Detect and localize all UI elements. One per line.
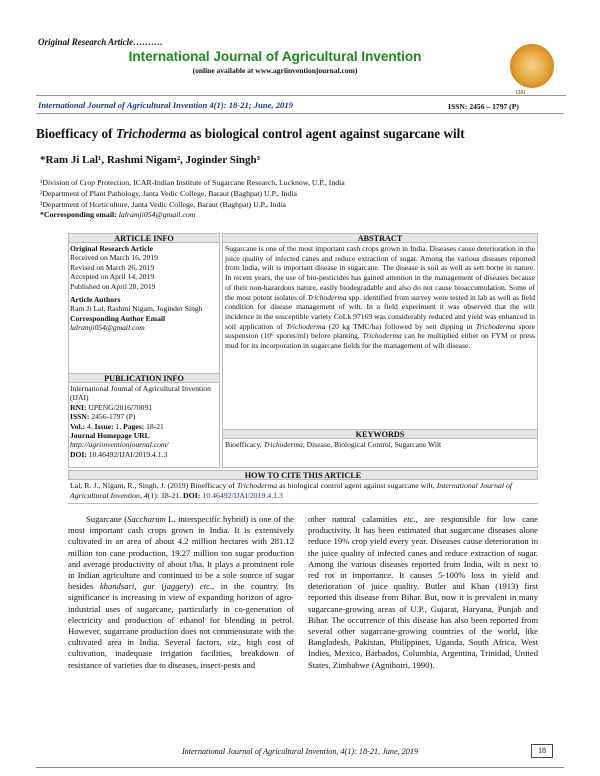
keywords-post: , Disease, Biological Control, Sugarcane Wilt — [302, 440, 442, 449]
vol-value: 4, — [85, 421, 95, 431]
paper-title — [36, 126, 465, 142]
cite-doi-label: DOI: — [183, 491, 201, 501]
keywords-heading: KEYWORDS — [222, 429, 538, 439]
received-date: Received on March 16, 2019 — [70, 253, 158, 263]
keywords-pre: Bioefficacy, — [225, 440, 264, 449]
keywords-text — [225, 440, 535, 449]
abstract-part-3: (20 kg TMC/ha) followed by sett dipping in — [325, 321, 476, 331]
left-italic-3: jaggery — [164, 581, 191, 592]
cite-heading: HOW TO CITE THIS ARTICLE — [68, 470, 538, 480]
pages-label: Pages: — [123, 421, 145, 431]
left-text-3: ( — [154, 581, 165, 592]
abstract-part-2: spp. identified from survey were tested in lab as well as field condition for disease management of wilt. In a field experiment it was observed that the wilt incidence in the susceptible variety CoLk 97169 was considerably reduced and yield was enhanced in soil application of — [225, 292, 535, 331]
article-type-info: Original Research Article — [70, 244, 153, 253]
journal-logo-icon — [510, 44, 554, 88]
cite-mid: as biological control agent against sugarcane wilt, — [277, 481, 437, 490]
homepage-link[interactable]: http://agriinventionjournal.com/ — [70, 440, 169, 450]
accepted-date: Accepted on April 14, 2019 — [70, 272, 155, 282]
pub-doi-link[interactable]: 10.46492/IJAI/2019.4.1.3 — [86, 449, 168, 459]
authors-line: *Ram Ji Lal¹, Rashmi Nigam², Joginder Singh³ — [40, 154, 260, 166]
cite-post: (1): 18-21. — [147, 491, 184, 501]
right-italic-1: etc — [403, 514, 414, 524]
vol-label: Vol.: — [70, 421, 86, 431]
title-pre: Bioefficacy of — [36, 126, 116, 141]
corr-author-email[interactable]: lalramji054@gmail.com — [70, 323, 145, 333]
left-text-6: ., high cost of cultivation, inadequate irrigation facilities, breakdown of resistance of varieties due to diseases, insect-pests and — [68, 637, 294, 670]
keywords-italic: Trichoderma — [263, 440, 303, 449]
abstract-italic-1: Trichoderma — [307, 292, 347, 302]
issue-value: 1, — [113, 421, 124, 431]
footer-text: International Journal of Agricultural Invention, 4(1): 18-21, June, 2019 — [181, 747, 419, 756]
left-italic-1: Saccharum — [127, 514, 166, 524]
right-text-2: ., are responsible for low cane productivity. It has been estimated that sugarcane diseases alone reduce 19% crop yield every year. Diseases cause deterioration in the juice quality of infected canes and reduce extraction of sugar. Among the various diseases reported from India, wilt is next to red rot in importance. It causes 5-100% loss in yield and deterioration of juice quality. Butler and Khan (1913) first reported this disease from Bihar. But, now it is prevalent in many sugarcane-growing areas of U.P., Gujarat, Haryana, Punjab and Bihar. The occurrence of this disease has also been reported from several other sugarcane-growing countries of the world, like Bangladesh, Pakistan, Philippines, Uganda, South Africa, West Indies, Mexico, Barbados, Columbia, Argentina, Trinidad, United States, Zimbabwe (Agnihotri, 1990). — [308, 514, 538, 670]
cite-pre: Lal, R. J., Nigam, R., Singh, J. (2019) Bioefficacy of — [70, 481, 237, 490]
pub-doi-label: DOI: — [70, 449, 87, 459]
journal-name: International Journal of Agricultural Invention — [128, 49, 422, 64]
corresponding-label: *Corresponding email: — [40, 210, 119, 220]
issn: ISSN: 2456 – 1797 (P) — [448, 102, 519, 111]
abstract-italic-3: Trichoderma — [475, 321, 516, 331]
revised-date: Revised on March 26, 2019 — [70, 262, 155, 272]
page-number: 18 — [531, 744, 553, 758]
publication-info-content — [70, 384, 218, 459]
left-text-1: Sugarcane ( — [86, 514, 128, 524]
article-type: Original Research Article………. — [38, 37, 163, 47]
online-note: (online available at www.agriinventionjournal.com) — [192, 66, 358, 75]
cite-text — [70, 481, 538, 502]
left-text-5: ., in the country. Its significance is increasing in view of expanding horizon of agro-industrial uses of sugarcane, particularly in co-generation of electricity and production of ethanol for blending in petrol. However, sugarcane production does not commensurate with the cultivated area in India. Several factors, — [68, 581, 295, 648]
cite-journal: International Journal of Agricultural Invention, 4 — [70, 481, 513, 501]
homepage-label: Journal Homepage URL — [70, 431, 150, 441]
rni-label: RNI: — [70, 402, 87, 412]
affiliation-2: ²Department of Plant Pathology, Janta Vedic College, Baraut (Baghpat) U.P., India — [40, 188, 297, 198]
article-authors-heading: Article Authors — [70, 295, 121, 305]
abstract-part-1: Sugarcane is one of the most important cash crops grown in India. Diseases cause deterioration in the juice quality of infected canes and reduce extraction of sugar. Among the various diseases reported from India, wilt is important disease in sugarcane. The disease is soil as well as sett borne in nature. In recent years, the use of bio-pesticides has gained attention in the management of diseases because of their non-hazardous nature, easily biodegradable and also do not cause bioaccumulation. Some of the most potent isolates of — [225, 244, 535, 302]
affiliations — [40, 178, 345, 221]
title-italic: Trichoderma — [115, 126, 187, 141]
cite-italic: Trichoderma — [236, 481, 278, 490]
cite-divider — [68, 503, 538, 504]
affiliation-1: ¹Division of Crop Protection, ICAR-Indian Institute of Sugarcane Research, Lucknow, U.P., India — [40, 178, 345, 187]
article-info-content — [70, 244, 218, 333]
rni-value: UPENG/2016/70091 — [86, 402, 153, 412]
issue-label: Issue: — [94, 421, 114, 431]
abstract-italic-2: Trichoderma — [286, 321, 326, 331]
header-divider — [36, 113, 564, 114]
pub-issn-value: 2456-1797 (P) — [89, 412, 136, 422]
left-text-2: L. interspecific hybrid) is one of the most important cash crops grown in India. It is extensively cultivated in an area of about 4.2 million hectares with 281.12 million ton cane production, 19.27 million ton sugar production and average productivity of about t/ha. It plays a prominent role in Indian agriculture and continued to be a sole source of sugar besides — [68, 514, 294, 592]
corresponding-email[interactable]: lalramji054@gmail.com — [118, 210, 196, 220]
pub-issn-label: ISSN: — [70, 412, 90, 422]
left-italic-5: viz — [227, 637, 237, 648]
left-italic-2: khandsari, gur — [99, 581, 155, 592]
pages-value: 18-21 — [144, 421, 164, 431]
pub-journal: International Journal of Agricultural Invention (IJAI) — [70, 384, 211, 403]
corr-author-heading: Corresponding Author Email — [70, 313, 166, 323]
published-date: Published on April 28, 2019 — [70, 281, 156, 291]
left-italic-4: etc — [199, 581, 210, 592]
body-right-column — [308, 514, 538, 671]
cite-doi-link[interactable]: 10.46492/IJAI/2019.4.1.3 — [200, 491, 283, 501]
body-left-column — [68, 514, 294, 671]
abstract-italic-4: Trichoderma — [362, 331, 402, 341]
abstract-heading: ABSTRACT — [222, 233, 538, 243]
abstract-text — [225, 244, 535, 351]
footer-divider — [36, 767, 564, 768]
citation-line: International Journal of Agricultural Invention 4(1): 18-21; June, 2019 — [38, 100, 293, 110]
publication-info-heading: PUBLICATION INFO — [68, 373, 220, 383]
article-authors: Ram Ji Lal, Rashmi Nigam, Joginder Singh — [70, 304, 203, 314]
abstract-part-5: can be multiplied either on FYM or press mud for its incorporation in sugarcane fields for the management of wilt disease. — [225, 331, 535, 351]
abstract-part-4: spore suspension (10⁶ spores/ml) before planting. — [225, 321, 535, 341]
left-text-4: ) — [190, 581, 200, 592]
title-post: as biological control agent against sugarcane wilt — [186, 126, 465, 141]
affiliation-3: ³Department of Horticulture, Janta Vedic College, Baraut (Baghpat) U.P., India — [40, 199, 286, 209]
logo-label: IJAI — [516, 90, 526, 96]
article-info-heading: ARTICLE INFO — [68, 233, 220, 243]
right-text-1: other natural calamities — [308, 514, 404, 524]
